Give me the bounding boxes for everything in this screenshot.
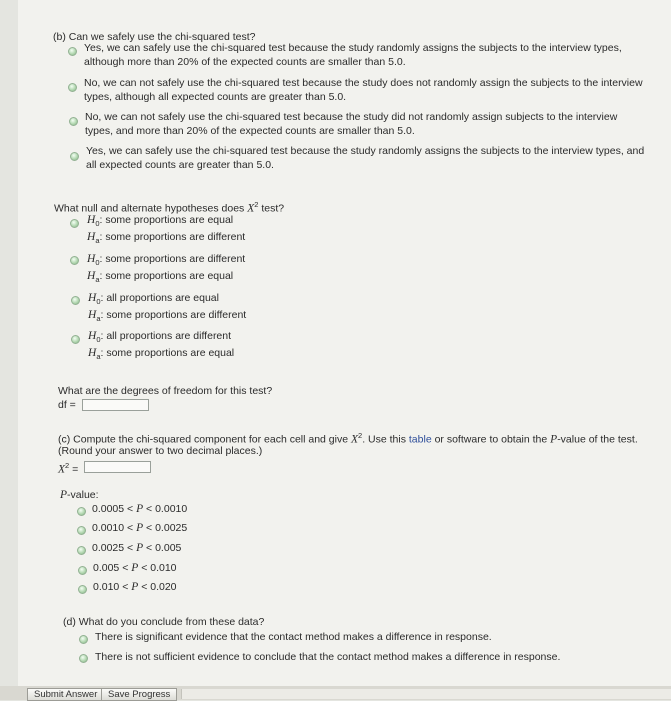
pvalue-option-4-high: < 0.010: [138, 562, 177, 574]
p-symbol: P: [136, 522, 144, 534]
hypothesis-option-1-h0: : some proportions are equal: [99, 214, 234, 226]
h0-subscript: 0: [95, 258, 100, 268]
hypothesis-option-3-ha: : some proportions are different: [100, 308, 247, 321]
part-b-option-2[interactable]: [84, 77, 643, 104]
part-b-option-1-radio[interactable]: [68, 47, 77, 56]
chi-squared-equals: =: [69, 463, 79, 476]
part-c-rounding-note: (Round your answer to two decimal places.): [58, 445, 263, 457]
part-b-option-1-line2: although more than 20% of the expected counts are smaller than 5.0.: [84, 55, 406, 68]
dof-input[interactable]: [82, 399, 149, 411]
ha-symbol: H: [88, 308, 97, 321]
part-d-option-1-radio[interactable]: [79, 635, 88, 644]
part-d-question: (d) What do you conclude from these data?: [63, 616, 265, 628]
part-c-text-a: (c) Compute the chi-squared component for each cell and give: [58, 433, 351, 446]
hypotheses-question-suffix: test?: [258, 202, 285, 215]
part-b-option-3-line1: No, we can not safely use the chi-squared test because the study did not randomly assign subjects to the interview: [85, 111, 618, 123]
h0-symbol: H: [87, 214, 96, 226]
ha-symbol: H: [87, 230, 96, 243]
p-symbol: P: [60, 489, 68, 501]
pvalue-option-3-high: < 0.005: [143, 542, 182, 554]
pvalue-option-1[interactable]: [92, 503, 187, 517]
hypothesis-option-4-radio[interactable]: [71, 335, 80, 344]
part-b-option-1-line1: Yes, we can safely use the chi-squared test because the study randomly assigns the subjects to the interview types,: [84, 42, 622, 54]
part-c-question: (c) Compute the chi-squared component for each cell and give $X^2$. Use this table or software to obtain the P-value of the test.: [58, 431, 638, 446]
p-symbol: P: [550, 433, 558, 446]
pvalue-option-3-low: 0.0025 <: [92, 542, 137, 554]
h0-subscript: 0: [95, 219, 100, 229]
h0-subscript: 0: [96, 297, 101, 307]
hypothesis-option-3[interactable]: [88, 292, 246, 325]
hypothesis-option-2-radio[interactable]: [70, 256, 79, 265]
hypothesis-option-1-ha: : some proportions are different: [99, 230, 246, 243]
dof-label: df =: [58, 399, 76, 411]
pvalue-option-1-radio[interactable]: [77, 507, 86, 516]
part-b-option-1[interactable]: [84, 42, 622, 69]
dof-question: What are the degrees of freedom for this test?: [58, 385, 273, 397]
pvalue-option-5-high: < 0.020: [138, 581, 177, 593]
pvalue-option-1-low: 0.0005 <: [92, 503, 137, 515]
p-symbol: P: [136, 542, 144, 554]
pvalue-option-2-high: < 0.0025: [143, 522, 188, 534]
part-d-option-1[interactable]: There is significant evidence that the contact method makes a difference in response.: [95, 631, 492, 643]
bottom-divider: [181, 689, 671, 699]
part-b-option-2-line2: types, although all expected counts are greater than 5.0.: [84, 90, 347, 103]
chi-squared-label: $X^2$ =: [58, 461, 79, 476]
pvalue-option-2[interactable]: [92, 522, 187, 536]
ha-symbol: H: [87, 269, 96, 282]
ha-subscript: a: [96, 351, 101, 361]
part-c-text-d: -value of the test.: [557, 433, 638, 446]
hypothesis-option-2-h0: : some proportions are different: [99, 253, 246, 265]
pvalue-option-5-radio[interactable]: [78, 585, 87, 594]
save-progress-button[interactable]: Save Progress: [101, 688, 177, 701]
part-b-option-3-line2: types, and more than 20% of the expected counts are smaller than 5.0.: [85, 124, 415, 137]
p-symbol: P: [136, 503, 144, 515]
pvalue-option-4-radio[interactable]: [78, 566, 87, 575]
part-b-option-3-radio[interactable]: [69, 117, 78, 126]
part-b-option-4-radio[interactable]: [70, 152, 79, 161]
pvalue-option-1-high: < 0.0010: [143, 503, 188, 515]
ha-subscript: a: [96, 313, 101, 323]
chi-symbol: X: [58, 463, 66, 476]
ha-symbol: H: [88, 346, 97, 359]
hypothesis-option-3-radio[interactable]: [71, 296, 80, 305]
hypothesis-option-3-h0: : all proportions are equal: [100, 292, 219, 304]
p-symbol: P: [131, 581, 139, 593]
hypothesis-option-4[interactable]: [88, 330, 234, 363]
part-c-text-b: . Use this: [362, 433, 409, 446]
part-b-option-2-radio[interactable]: [68, 83, 77, 92]
part-b-option-4-line1: Yes, we can safely use the chi-squared test because the study randomly assigns the subjects to the interview types, and: [86, 145, 645, 157]
pvalue-option-4-low: 0.005 <: [93, 562, 132, 574]
pvalue-label-text: -value:: [67, 489, 99, 501]
chi-symbol: X: [247, 202, 255, 215]
pvalue-label: [60, 489, 99, 501]
part-b-option-4-line2: all expected counts are greater than 5.0.: [86, 158, 274, 171]
pvalue-option-5[interactable]: [93, 581, 177, 595]
h0-symbol: H: [88, 330, 97, 342]
table-link[interactable]: table: [408, 433, 432, 446]
part-b-option-2-line1: No, we can not safely use the chi-squared test because the study does not randomly assign the subjects to the interview: [84, 77, 643, 89]
h0-subscript: 0: [96, 335, 101, 345]
pvalue-option-2-radio[interactable]: [77, 526, 86, 535]
hypothesis-option-4-ha: : some proportions are equal: [100, 346, 235, 359]
hypothesis-option-4-h0: : all proportions are different: [100, 330, 232, 342]
chi-symbol: X: [351, 433, 359, 446]
part-d-option-2-radio[interactable]: [79, 654, 88, 663]
hypothesis-option-2[interactable]: [87, 253, 245, 286]
h0-symbol: H: [87, 253, 96, 265]
submit-answer-button[interactable]: Submit Answer: [27, 688, 104, 701]
chi-squared-input[interactable]: [84, 461, 151, 473]
pvalue-option-3-radio[interactable]: [77, 546, 86, 555]
hypotheses-question: What null and alternate hypotheses does $X^2$ test?: [54, 200, 285, 215]
ha-subscript: a: [95, 235, 100, 245]
hypothesis-option-1[interactable]: [87, 214, 245, 247]
part-b-option-4[interactable]: [86, 145, 644, 172]
ha-subscript: a: [95, 274, 100, 284]
pvalue-option-5-low: 0.010 <: [93, 581, 132, 593]
hypothesis-option-1-radio[interactable]: [70, 219, 79, 228]
p-symbol: P: [131, 562, 139, 574]
pvalue-option-2-low: 0.0010 <: [92, 522, 137, 534]
part-b-question: (b) Can we safely use the chi-squared test?: [53, 31, 256, 43]
hypothesis-option-2-ha: : some proportions are equal: [99, 269, 234, 282]
hypotheses-question-text: What null and alternate hypotheses does: [54, 202, 248, 215]
pvalue-option-3[interactable]: [92, 542, 181, 556]
part-d-option-2[interactable]: There is not sufficient evidence to conclude that the contact method makes a difference in response.: [95, 651, 561, 663]
pvalue-option-4[interactable]: [93, 562, 177, 576]
h0-symbol: H: [88, 292, 97, 304]
part-c-text-c: or software to obtain the: [431, 433, 551, 446]
part-b-option-3[interactable]: [85, 111, 617, 138]
